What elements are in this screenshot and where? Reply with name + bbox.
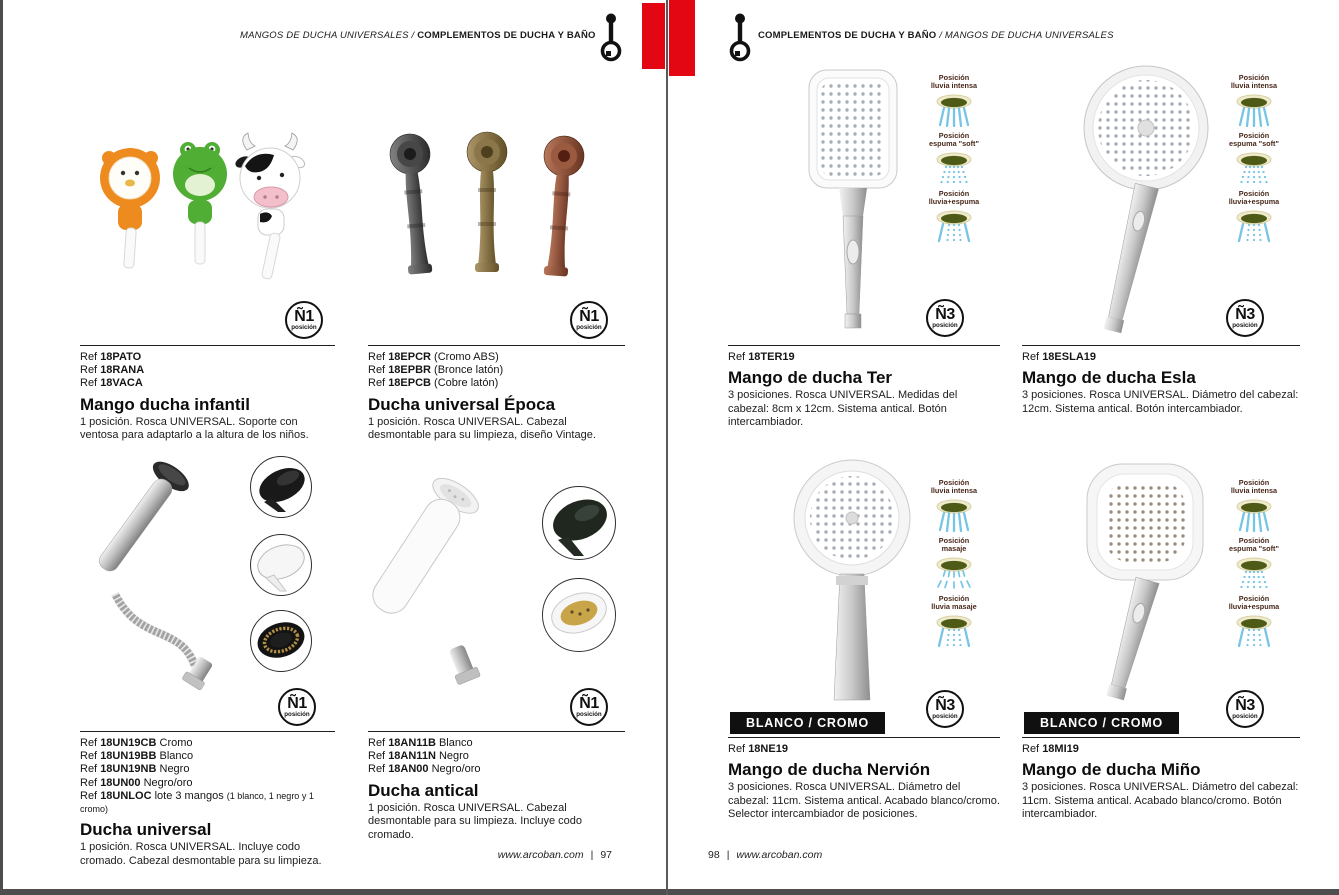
product-photo-universal <box>85 452 235 690</box>
section-tab-right <box>669 0 695 76</box>
codo-cromado <box>182 654 216 690</box>
position-option: Posición lluvia intensa <box>1217 479 1291 532</box>
product-photo-infantil <box>85 116 320 301</box>
product-title: Mango de ducha Ter <box>728 368 893 388</box>
product-description: 1 posición. Rosca UNIVERSAL. Cabezal desmontable para su limpieza. Incluye codo cromado. <box>368 801 583 841</box>
position-icon-lluvia-masaje <box>932 614 976 648</box>
position-icon-espuma-soft <box>1232 556 1276 590</box>
cow-figure <box>234 133 307 280</box>
divider <box>728 345 1000 346</box>
product-description: 1 posición. Rosca UNIVERSAL. Incluye codo cromado. Cabezal desmontable para su limpieza. <box>80 841 322 867</box>
position-option: Posición lluvia+espuma <box>1217 190 1291 243</box>
ref-line: Ref 18UN19NB Negro <box>80 763 190 776</box>
position-icon-lluvia-intensa <box>932 498 976 532</box>
header-right-bold: COMPLEMENTOS DE DUCHA Y BAÑO <box>758 30 937 41</box>
product-description: 1 posición. Rosca UNIVERSAL. Cabezal desmontable para su limpieza, diseño Vintage. <box>368 415 596 442</box>
product-photo-esla <box>1072 60 1220 342</box>
product-info-infantil <box>80 351 335 443</box>
detail-inset-negro <box>542 486 616 560</box>
product-photo-nervion <box>790 456 914 706</box>
position-icon-lluvia-intensa <box>932 93 976 127</box>
epoca-bronce <box>467 132 507 272</box>
position-icon-lluvia-intensa <box>1232 498 1276 532</box>
page-spine <box>666 0 668 895</box>
epoca-cromo <box>388 132 440 275</box>
product-title: Mango de ducha Miño <box>1022 760 1201 780</box>
ref-line: Ref 18AN11B Blanco <box>368 737 473 749</box>
page-number: 97 <box>600 849 612 861</box>
positions-badge: Ñ3 posición <box>1226 690 1264 728</box>
divider <box>368 731 625 732</box>
epoca-cobre <box>536 135 586 277</box>
lion-figure <box>100 148 160 268</box>
ref-line: Ref 18MI19 <box>1022 743 1079 755</box>
product-description: 3 posiciones. Rosca UNIVERSAL. Medidas del cabezal: 8cm x 12cm. Sistema antical. Botón intercambiador. <box>728 389 958 429</box>
position-icon-masaje <box>932 556 976 590</box>
header-right-italic: / MANGOS DE DUCHA UNIVERSALES <box>939 30 1114 41</box>
product-description: 3 posiciones. Rosca UNIVERSAL. Diámetro del cabezal: 11cm. Sistema antical. Acabado blanco/cromo. Botón intercambiador. <box>1022 781 1299 821</box>
product-title: Ducha antical <box>368 780 479 800</box>
footer-site: www.arcoban.com <box>736 849 823 861</box>
section-tab-left <box>642 3 665 69</box>
position-option: Posición lluvia intensa <box>1217 74 1291 127</box>
position-icon-espuma-soft <box>932 151 976 185</box>
product-photo-mino <box>1075 460 1215 702</box>
position-option: Posición lluvia intensa <box>917 479 991 532</box>
header-left-bold: COMPLEMENTOS DE DUCHA Y BAÑO <box>417 30 596 41</box>
product-info-nervion <box>728 743 1000 822</box>
page-number: 98 <box>708 849 720 861</box>
position-option: Posición lluvia masaje <box>917 595 991 648</box>
header-left <box>240 30 596 41</box>
finish-badge: BLANCO / CROMO <box>1024 712 1179 734</box>
position-option: Posición lluvia+espuma <box>1217 595 1291 648</box>
product-info-mino <box>1022 743 1300 822</box>
position-option: Posición espuma "soft" <box>1217 537 1291 590</box>
product-photo-antical <box>366 476 536 694</box>
position-option: Posición espuma "soft" <box>917 132 991 185</box>
positions-badge: Ñ3 posición <box>926 299 964 337</box>
detail-inset-blanco-oro <box>542 578 616 652</box>
positions-badge: Ñ3 posición <box>926 690 964 728</box>
position-option: Posición lluvia intensa <box>917 74 991 127</box>
product-title: Ducha universal Época <box>368 394 556 414</box>
product-info-ter <box>728 351 1000 430</box>
frog-figure <box>173 142 227 264</box>
positions-badge: Ñ1 posición <box>570 688 608 726</box>
ref-line: Ref 18AN11N Negro <box>368 750 469 763</box>
positions-badge: Ñ3 posición <box>1226 299 1264 337</box>
ref-line: Ref 18EPCB (Cobre latón) <box>368 377 499 390</box>
product-title: Mango ducha infantil <box>80 394 250 414</box>
ref-line: Ref 18UN19BB Blanco <box>80 750 194 763</box>
footer-right: 98 | www.arcoban.com <box>708 849 823 861</box>
ref-line: Ref 18EPCR (Cromo ABS) <box>368 351 499 363</box>
footer-site: www.arcoban.com <box>497 849 584 861</box>
ref-line: Ref 18PATO <box>80 351 142 363</box>
ref-line: Ref 18TER19 <box>728 351 795 363</box>
ref-line: Ref 18UN00 Negro/oro <box>80 776 193 789</box>
shower-holder-icon <box>599 13 623 63</box>
product-info-antical <box>368 737 625 842</box>
ref-line: Ref 18UNLOC lote 3 mangos (1 blanco, 1 negro y 1 cromo) <box>80 789 314 815</box>
footer-left: www.arcoban.com | 97 <box>497 849 612 861</box>
position-option: Posición lluvia+espuma <box>917 190 991 243</box>
position-icon-lluvia-espuma <box>1232 209 1276 243</box>
codo-cromado <box>445 643 481 685</box>
product-description: 3 posiciones. Rosca UNIVERSAL. Diámetro del cabezal: 11cm. Sistema antical. Acabado blanco/cromo. Selector intercambiador de posiciones. <box>728 781 1000 821</box>
product-info-universal <box>80 737 335 868</box>
position-icon-lluvia-espuma <box>932 209 976 243</box>
ref-line: Ref 18NE19 <box>728 743 788 755</box>
detail-inset-blanco <box>250 534 312 596</box>
product-title: Mango de ducha Nervión <box>728 760 931 780</box>
product-photo-ter <box>795 66 913 340</box>
product-description: 3 posiciones. Rosca UNIVERSAL. Diámetro del cabezal: 12cm. Sistema antical. Botón intercambiador. <box>1022 389 1299 415</box>
ref-line: Ref 18UN19CB Cromo <box>80 737 193 749</box>
header-right <box>758 30 1178 41</box>
positions-badge: Ñ1 posición <box>570 301 608 339</box>
header-left-italic: MANGOS DE DUCHA UNIVERSALES / <box>240 30 415 41</box>
detail-inset-negro-oro <box>250 610 312 672</box>
ref-line: Ref 18EPBR (Bronce latón) <box>368 364 504 377</box>
divider <box>80 731 335 732</box>
divider <box>1022 345 1300 346</box>
detail-inset-negro <box>250 456 312 518</box>
positions-badge: Ñ1 posición <box>278 688 316 726</box>
position-icon-lluvia-intensa <box>1232 93 1276 127</box>
divider <box>728 737 1000 738</box>
product-info-epoca <box>368 351 625 443</box>
ref-line: Ref 18AN00 Negro/oro <box>368 763 481 776</box>
shower-holder-icon <box>728 13 752 63</box>
scan-edge-left <box>0 0 3 895</box>
positions-badge: Ñ1 posición <box>285 301 323 339</box>
product-info-esla <box>1022 351 1300 416</box>
position-icon-lluvia-espuma <box>1232 614 1276 648</box>
divider <box>80 345 335 346</box>
product-description: 1 posición. Rosca UNIVERSAL. Soporte con ventosa para adaptarlo a la altura de los niños. <box>80 415 309 442</box>
position-option: Posición espuma "soft" <box>1217 132 1291 185</box>
ref-line: Ref 18RANA <box>80 364 145 377</box>
position-icon-espuma-soft <box>1232 151 1276 185</box>
divider <box>368 345 625 346</box>
finish-badge: BLANCO / CROMO <box>730 712 885 734</box>
ref-line: Ref 18ESLA19 <box>1022 351 1096 363</box>
product-title: Ducha universal <box>80 820 212 840</box>
position-option: Posición masaje <box>917 537 991 590</box>
product-photo-epoca <box>372 128 607 296</box>
divider <box>1022 737 1300 738</box>
product-title: Mango de ducha Esla <box>1022 368 1196 388</box>
ref-line: Ref 18VACA <box>80 377 143 390</box>
scan-edge-bottom <box>0 889 1339 895</box>
